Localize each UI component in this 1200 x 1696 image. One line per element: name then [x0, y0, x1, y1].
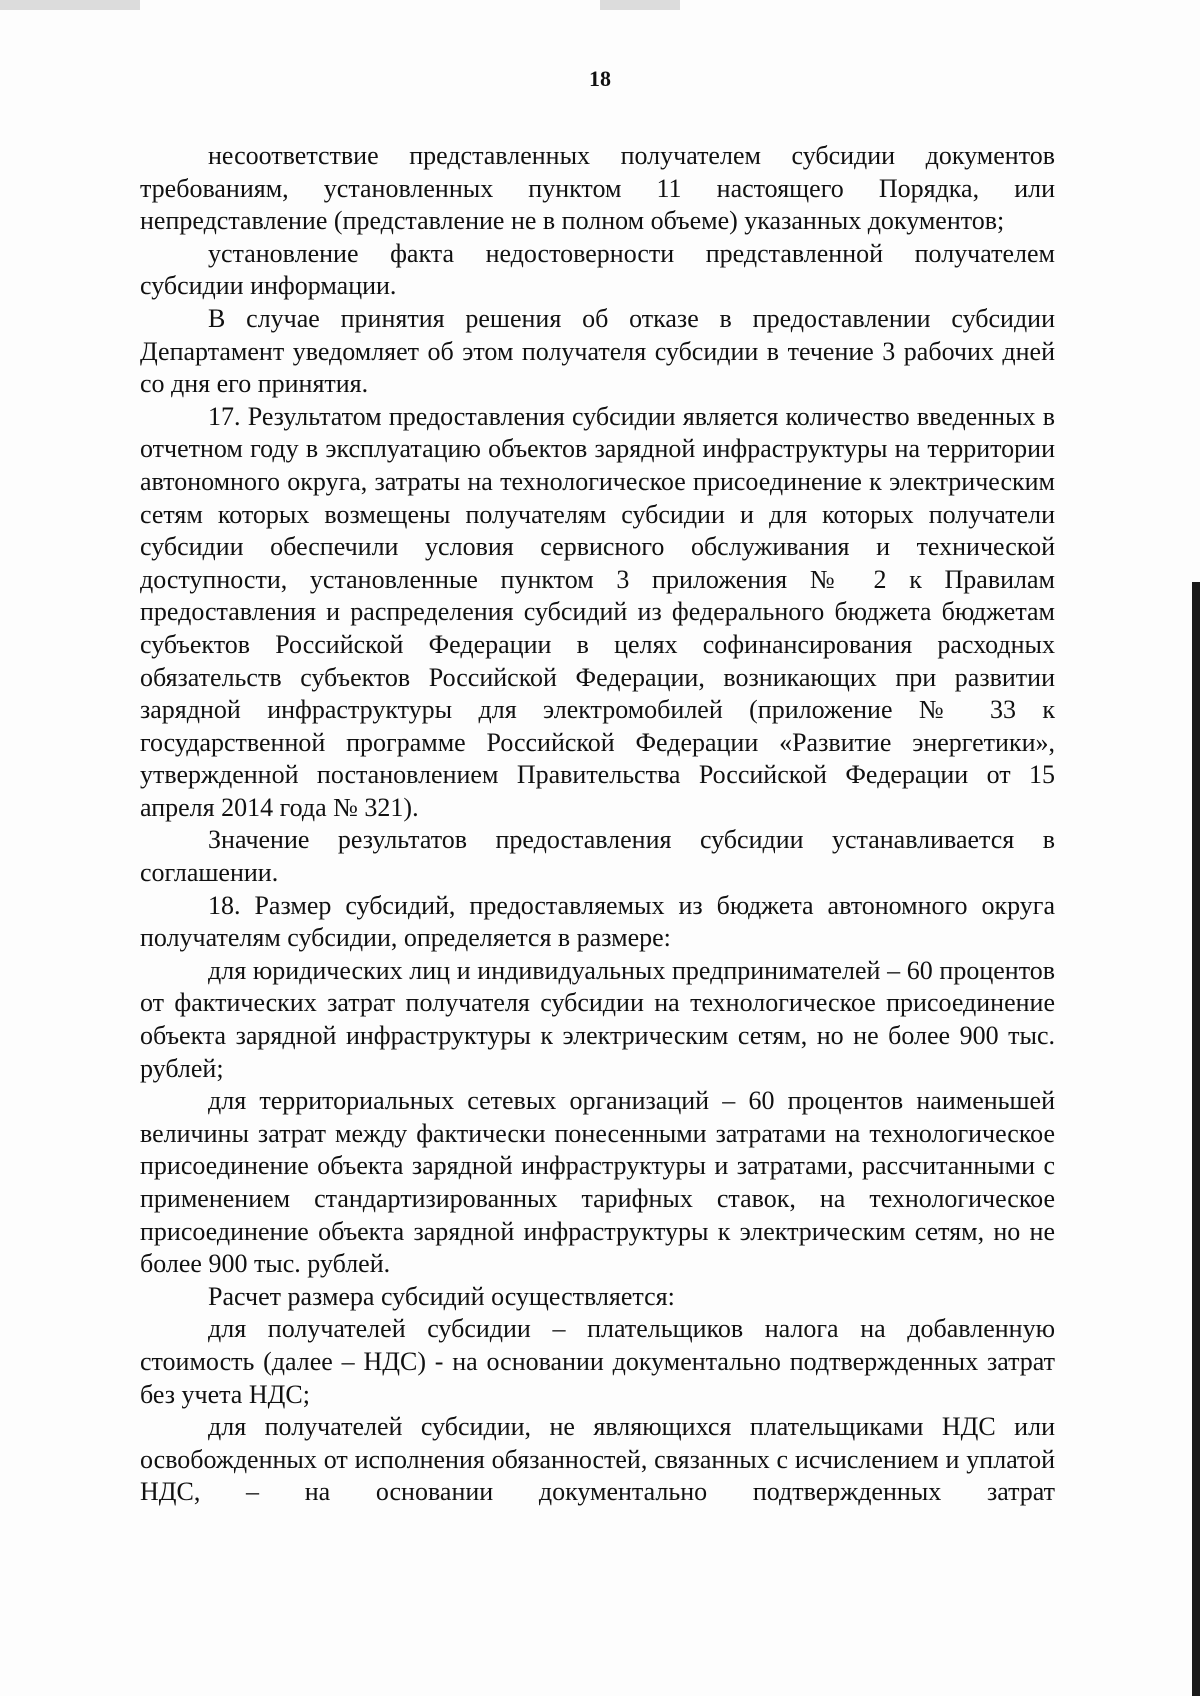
paragraph: 17. Результатом предоставления субсидии является количество введенных в отчетном году в эксплуатацию объектов зарядной инфраструктуры на территории автономного округа, затраты на технологическое присоединение к электрическим сетям которых возмещены получателям субсидии и для которых получатели субсидии обеспечили условия сервисного обслуживания и технической доступности, установленные пунктом 3 приложения № 2 к Правилам предоставления и распределения субсидий из федерального бюджета бюджетам субъектов Российской Федерации в целях софинансирования расходных обязательств субъектов Российской Федерации, возникающих при развитии зарядной инфраструктуры для электромобилей (приложение № 33 к государственной программе Российской Федерации «Развитие энергетики», утвержденной постановлением Правительства Российской Федерации от 15 апреля 2014 года № 321).	[140, 401, 1055, 822]
paragraph: Расчет размера субсидий осуществляется:	[208, 1281, 675, 1311]
scan-edge-shadow	[1192, 582, 1200, 1696]
paragraph: 18. Размер субсидий, предоставляемых из бюджета автономного округа получателям субсидии, определяется в размере:	[140, 890, 1055, 953]
scan-artifact	[0, 0, 140, 10]
paragraph: установление факта недостоверности представленной получателем субсидии информации.	[140, 238, 1055, 301]
scan-artifact	[600, 0, 680, 10]
document-body	[140, 140, 1055, 1509]
paragraph: для юридических лиц и индивидуальных предпринимателей – 60 процентов от фактических затрат получателя субсидии на технологическое присоединение объекта зарядной инфраструктуры к электрическим сетям, но не более 900 тыс. рублей;	[140, 955, 1055, 1083]
paragraph: несоответствие представленных получателем субсидии документов требованиям, установленных пунктом 11 настоящего Порядка, или непредставление (представление не в полном объеме) указанных документов;	[140, 141, 1055, 236]
paragraph: для территориальных сетевых организаций – 60 процентов наименьшей величины затрат между фактически понесенными затратами на технологическое присоединение объекта зарядной инфраструктуры и затратами, рассчитанными с применением стандартизированных тарифных ставок, на технологическое присоединение объекта зарядной инфраструктуры к электрическим сетям, но не более 900 тыс. рублей.	[140, 1086, 1055, 1279]
paragraph: для получателей субсидии, не являющихся плательщиками НДС или освобожденных от исполнения обязанностей, связанных с исчислением и уплатой НДС, – на основании документально подтвержденных затрат	[140, 1412, 1055, 1507]
paragraph: В случае принятия решения об отказе в предоставлении субсидии Департамент уведомляет об этом получателя субсидии в течение 3 рабочих дней со дня его принятия.	[140, 303, 1055, 399]
page-number: 18	[589, 66, 611, 91]
paragraph: Значение результатов предоставления субсидии устанавливается в соглашении.	[140, 825, 1055, 888]
paragraph: для получателей субсидии – плательщиков налога на добавленную стоимость (далее – НДС) - на основании документально подтвержденных затрат без учета НДС;	[140, 1314, 1055, 1409]
